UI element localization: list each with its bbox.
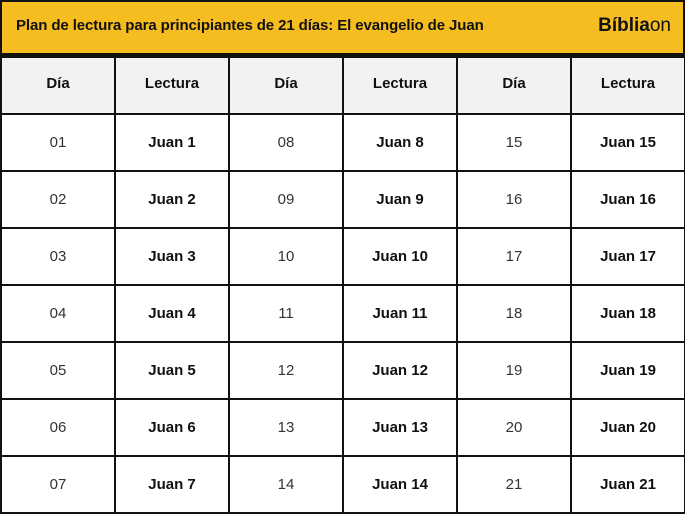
day-number-cell: 15 <box>457 114 571 171</box>
reading-cell: Juan 5 <box>115 342 229 399</box>
day-number-cell: 05 <box>1 342 115 399</box>
day-number-cell: 11 <box>229 285 343 342</box>
day-number-cell: 09 <box>229 171 343 228</box>
column-header-day: Día <box>229 57 343 114</box>
column-header-reading: Lectura <box>571 57 685 114</box>
reading-cell: Juan 21 <box>571 456 685 513</box>
reading-cell: Juan 9 <box>343 171 457 228</box>
table-row <box>1 456 685 513</box>
day-number-cell: 07 <box>1 456 115 513</box>
day-number-cell: 16 <box>457 171 571 228</box>
reading-cell: Juan 19 <box>571 342 685 399</box>
reading-plan-table <box>0 56 685 514</box>
column-header-day: Día <box>457 57 571 114</box>
table-row <box>1 171 685 228</box>
day-number-cell: 13 <box>229 399 343 456</box>
reading-cell: Juan 14 <box>343 456 457 513</box>
day-number-cell: 20 <box>457 399 571 456</box>
logo-text-light: on <box>649 15 671 36</box>
reading-cell: Juan 7 <box>115 456 229 513</box>
day-number-cell: 04 <box>1 285 115 342</box>
page-header <box>0 0 685 56</box>
day-number-cell: 12 <box>229 342 343 399</box>
day-number-cell: 14 <box>229 456 343 513</box>
reading-cell: Juan 12 <box>343 342 457 399</box>
logo-text-bold: Bíblia <box>598 15 650 36</box>
table-row <box>1 228 685 285</box>
day-number-cell: 01 <box>1 114 115 171</box>
reading-cell: Juan 8 <box>343 114 457 171</box>
column-header-day: Día <box>1 57 115 114</box>
reading-cell: Juan 3 <box>115 228 229 285</box>
day-number-cell: 10 <box>229 228 343 285</box>
reading-cell: Juan 10 <box>343 228 457 285</box>
reading-cell: Juan 15 <box>571 114 685 171</box>
table-row <box>1 342 685 399</box>
reading-cell: Juan 16 <box>571 171 685 228</box>
page-title: Plan de lectura para principiantes de 21 días: El evangelio de Juan <box>16 17 484 34</box>
table-row <box>1 285 685 342</box>
day-number-cell: 06 <box>1 399 115 456</box>
reading-cell: Juan 13 <box>343 399 457 456</box>
reading-cell: Juan 11 <box>343 285 457 342</box>
reading-cell: Juan 1 <box>115 114 229 171</box>
day-number-cell: 21 <box>457 456 571 513</box>
day-number-cell: 03 <box>1 228 115 285</box>
reading-cell: Juan 20 <box>571 399 685 456</box>
table-header-row <box>1 57 685 114</box>
reading-cell: Juan 6 <box>115 399 229 456</box>
table-row <box>1 399 685 456</box>
day-number-cell: 17 <box>457 228 571 285</box>
column-header-reading: Lectura <box>115 57 229 114</box>
day-number-cell: 18 <box>457 285 571 342</box>
reading-cell: Juan 18 <box>571 285 685 342</box>
reading-cell: Juan 17 <box>571 228 685 285</box>
table-row <box>1 114 685 171</box>
reading-cell: Juan 2 <box>115 171 229 228</box>
column-header-reading: Lectura <box>343 57 457 114</box>
day-number-cell: 02 <box>1 171 115 228</box>
day-number-cell: 19 <box>457 342 571 399</box>
day-number-cell: 08 <box>229 114 343 171</box>
reading-cell: Juan 4 <box>115 285 229 342</box>
biblia-on-logo <box>598 16 671 35</box>
